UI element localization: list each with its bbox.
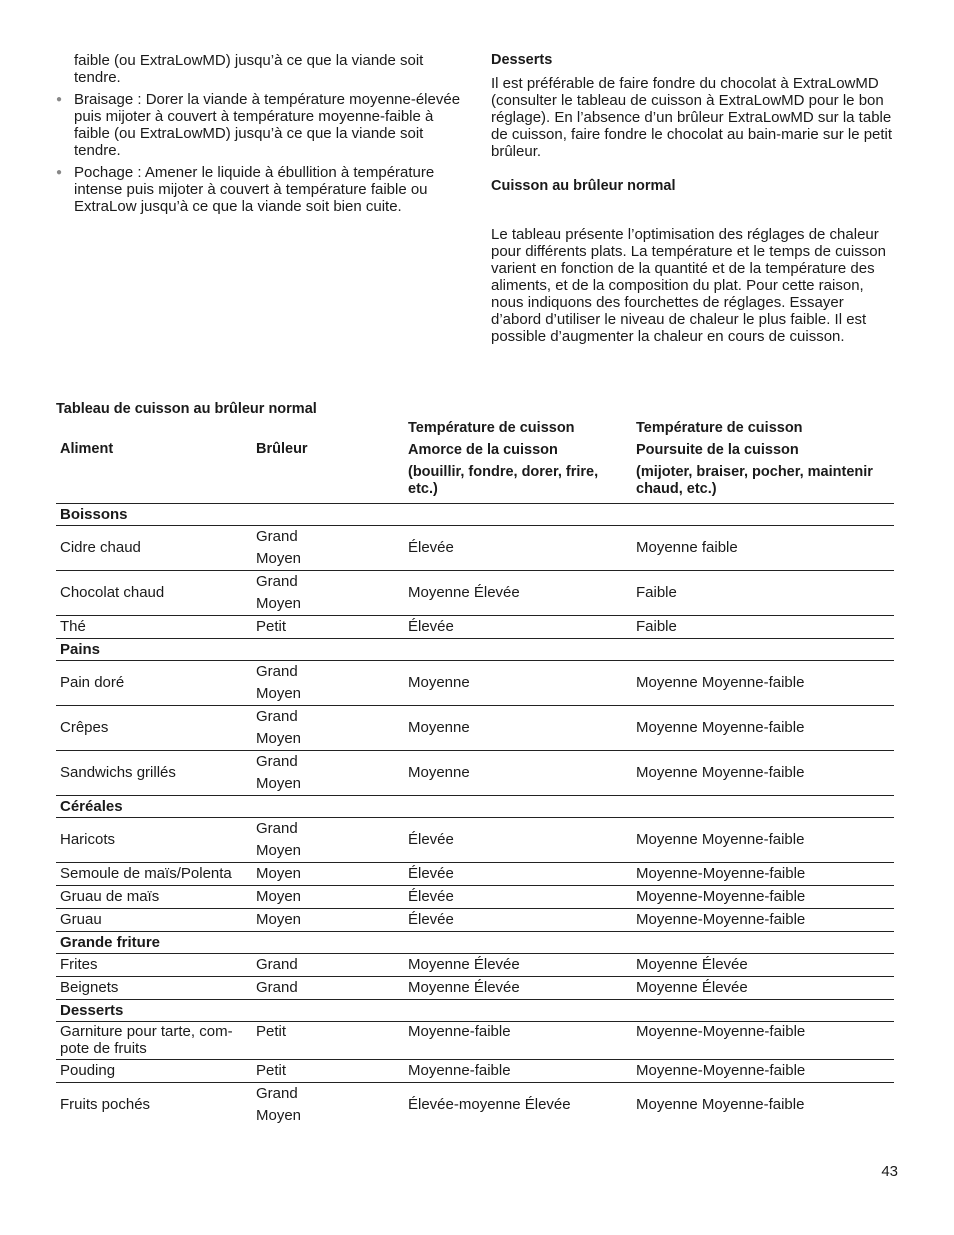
cell-poursuite: Moyenne Moyenne-faible xyxy=(636,674,805,691)
table-row xyxy=(56,616,894,639)
category-row-boissons xyxy=(56,504,894,526)
list-item-braisage xyxy=(56,91,466,159)
cell-bruleur: Moyen xyxy=(256,888,302,905)
normal-burner-heading: Cuisson au brûleur normal xyxy=(491,178,676,194)
cell-poursuite: Faible xyxy=(636,618,677,635)
burner-2: Moyen xyxy=(256,685,302,702)
burner-1: Grand xyxy=(256,708,298,725)
cell-aliment: Garniture pour tarte, com-pote de fruits xyxy=(60,1023,233,1057)
bullet-icon: ● xyxy=(56,94,63,105)
cell-poursuite: Moyenne-Moyenne-faible xyxy=(636,1062,806,1079)
cell-aliment: Pouding xyxy=(60,1062,116,1079)
cell-poursuite: Moyenne Moyenne-faible xyxy=(636,1096,805,1113)
cell-amorce: Élevée xyxy=(408,911,454,928)
burner-1: Grand xyxy=(256,663,298,680)
bullet-icon: ● xyxy=(56,167,63,178)
cell-aliment: Chocolat chaud xyxy=(60,584,165,601)
category-label: Grande friture xyxy=(60,934,161,951)
header-poursuite-line3: (mijoter, braiser, pocher, maintenir chaud, etc.) xyxy=(636,464,873,497)
burner-2: Moyen xyxy=(256,730,302,747)
normal-burner-paragraph: Le tableau présente l’optimisation des réglages de chaleur pour différents plats. La température et le temps de cuisson varient en fonction de la quantité et de la température des aliments, et de la composition du plat. Pour cette raison, nous indiquons des fourchettes de réglages. Essayer d’abord d’utiliser le niveau de chaleur le plus faible. Il est possible d’augmenter la chaleur en cours de cuisson. xyxy=(491,226,886,345)
burner-2: Moyen xyxy=(256,595,302,612)
burner-2: Moyen xyxy=(256,550,302,567)
category-label: Boissons xyxy=(60,506,128,523)
table-title: Tableau de cuisson au brûleur normal xyxy=(56,401,317,417)
category-row-cereales xyxy=(56,796,894,818)
cell-amorce: Moyenne xyxy=(408,719,470,736)
category-label: Pains xyxy=(60,641,101,658)
cell-amorce: Moyenne Élevée xyxy=(408,979,520,996)
left-column xyxy=(56,52,466,220)
cell-poursuite: Moyenne Moyenne-faible xyxy=(636,764,805,781)
cooking-table xyxy=(56,420,894,1127)
cell-poursuite: Moyenne-Moyenne-faible xyxy=(636,911,806,928)
burner-1: Grand xyxy=(256,1085,298,1102)
table-row xyxy=(56,1083,894,1128)
cell-aliment: Fruits pochés xyxy=(60,1096,151,1113)
cell-aliment: Frites xyxy=(60,956,98,973)
table-row xyxy=(56,818,894,863)
cell-bruleur xyxy=(252,526,404,571)
continuation-text: faible (ou ExtraLowMD) jusqu’à ce que la viande soit tendre. xyxy=(74,52,424,86)
cell-bruleur xyxy=(252,818,404,863)
cell-poursuite: Moyenne-Moyenne-faible xyxy=(636,888,806,905)
cell-bruleur: Petit xyxy=(256,618,287,635)
cell-aliment: Gruau de maïs xyxy=(60,888,160,905)
cell-aliment: Sandwichs grillés xyxy=(60,764,176,781)
table-row xyxy=(56,751,894,796)
cell-bruleur: Moyen xyxy=(256,911,302,928)
cell-aliment: Cidre chaud xyxy=(60,539,141,556)
table-row xyxy=(56,977,894,1000)
cell-bruleur xyxy=(252,571,404,616)
table-row xyxy=(56,954,894,977)
burner-2: Moyen xyxy=(256,775,302,792)
table-row xyxy=(56,886,894,909)
category-row-desserts xyxy=(56,1000,894,1022)
cell-bruleur xyxy=(252,661,404,706)
header-bruleur: Brûleur xyxy=(256,441,308,457)
desserts-heading: Desserts xyxy=(491,52,553,68)
cell-amorce: Élevée xyxy=(408,865,454,882)
cell-amorce: Élevée xyxy=(408,888,454,905)
cell-amorce: Moyenne Élevée xyxy=(408,956,520,973)
cell-amorce: Élevée-moyenne Élevée xyxy=(408,1096,571,1113)
burner-2: Moyen xyxy=(256,1107,302,1124)
burner-1: Grand xyxy=(256,820,298,837)
cell-aliment: Haricots xyxy=(60,831,116,848)
cell-aliment: Thé xyxy=(60,618,86,635)
table-row xyxy=(56,909,894,932)
cell-amorce: Élevée xyxy=(408,831,454,848)
cell-amorce: Élevée xyxy=(408,539,454,556)
cell-bruleur: Petit xyxy=(256,1062,287,1079)
header-amorce xyxy=(404,420,632,504)
cell-bruleur xyxy=(252,1083,404,1128)
category-row-friture xyxy=(56,932,894,954)
cell-bruleur: Grand xyxy=(256,979,298,996)
header-amorce-line2: Amorce de la cuisson xyxy=(408,442,558,458)
cell-amorce: Élevée xyxy=(408,618,454,635)
method-list xyxy=(56,91,466,215)
cell-amorce: Moyenne-faible xyxy=(408,1062,511,1079)
desserts-paragraph: Il est préférable de faire fondre du chocolat à ExtraLowMD (consulter le tableau de cuisson à ExtraLowMD pour le bon réglage). En l’absence d’un brûleur ExtraLowMD sur la table de cuisson, faire fondre le chocolat au bain-marie sur le petit brûleur. xyxy=(491,75,893,160)
list-item-text: Pochage : Amener le liquide à ébullition à température intense puis mijoter à couvert à température faible ou ExtraLow jusqu’à ce que la viande soit bien cuite. xyxy=(74,164,435,215)
header-amorce-line1: Température de cuisson xyxy=(408,420,575,436)
table-row xyxy=(56,863,894,886)
page-number: 43 xyxy=(881,1163,898,1180)
header-poursuite xyxy=(632,420,894,504)
header-aliment: Aliment xyxy=(60,441,114,457)
table-row xyxy=(56,706,894,751)
cell-poursuite: Moyenne-Moyenne-faible xyxy=(636,1023,806,1040)
cell-bruleur xyxy=(252,706,404,751)
list-item-text: Braisage : Dorer la viande à température moyenne-élevée puis mijoter à couvert à température moyenne-faible à faible (ou ExtraLowMD) jusqu’à ce que la viande soit tendre. xyxy=(74,91,461,159)
table-row xyxy=(56,571,894,616)
cell-poursuite: Moyenne Élevée xyxy=(636,956,748,973)
category-label: Desserts xyxy=(60,1002,124,1019)
cell-bruleur: Moyen xyxy=(256,865,302,882)
table-row xyxy=(56,661,894,706)
cell-poursuite: Moyenne Élevée xyxy=(636,979,748,996)
cell-poursuite: Moyenne faible xyxy=(636,539,738,556)
cell-aliment: Crêpes xyxy=(60,719,109,736)
cell-poursuite: Moyenne-Moyenne-faible xyxy=(636,865,806,882)
header-poursuite-line1: Température de cuisson xyxy=(636,420,803,436)
cell-amorce: Moyenne xyxy=(408,674,470,691)
table-row xyxy=(56,526,894,571)
cell-aliment: Gruau xyxy=(60,911,102,928)
cell-bruleur xyxy=(252,751,404,796)
cell-poursuite: Faible xyxy=(636,584,677,601)
cell-amorce: Moyenne xyxy=(408,764,470,781)
cell-bruleur: Grand xyxy=(256,956,298,973)
header-poursuite-line2: Poursuite de la cuisson xyxy=(636,442,799,458)
burner-2: Moyen xyxy=(256,842,302,859)
table-header-row xyxy=(56,420,894,504)
cell-poursuite: Moyenne Moyenne-faible xyxy=(636,719,805,736)
burner-1: Grand xyxy=(256,528,298,545)
right-column xyxy=(491,52,896,345)
burner-1: Grand xyxy=(256,753,298,770)
cell-bruleur: Petit xyxy=(256,1023,287,1040)
cell-amorce: Moyenne Élevée xyxy=(408,584,520,601)
list-item-pochage xyxy=(56,164,466,215)
burner-1: Grand xyxy=(256,573,298,590)
table-row xyxy=(56,1060,894,1083)
cell-aliment: Pain doré xyxy=(60,674,125,691)
table-row xyxy=(56,1022,894,1060)
cell-amorce: Moyenne-faible xyxy=(408,1023,511,1040)
category-label: Céréales xyxy=(60,798,123,815)
cell-aliment: Semoule de maïs/Polenta xyxy=(60,865,232,882)
header-amorce-line3: (bouillir, fondre, dorer, frire, etc.) xyxy=(408,464,599,497)
cell-aliment: Beignets xyxy=(60,979,119,996)
cell-poursuite: Moyenne Moyenne-faible xyxy=(636,831,805,848)
category-row-pains xyxy=(56,639,894,661)
